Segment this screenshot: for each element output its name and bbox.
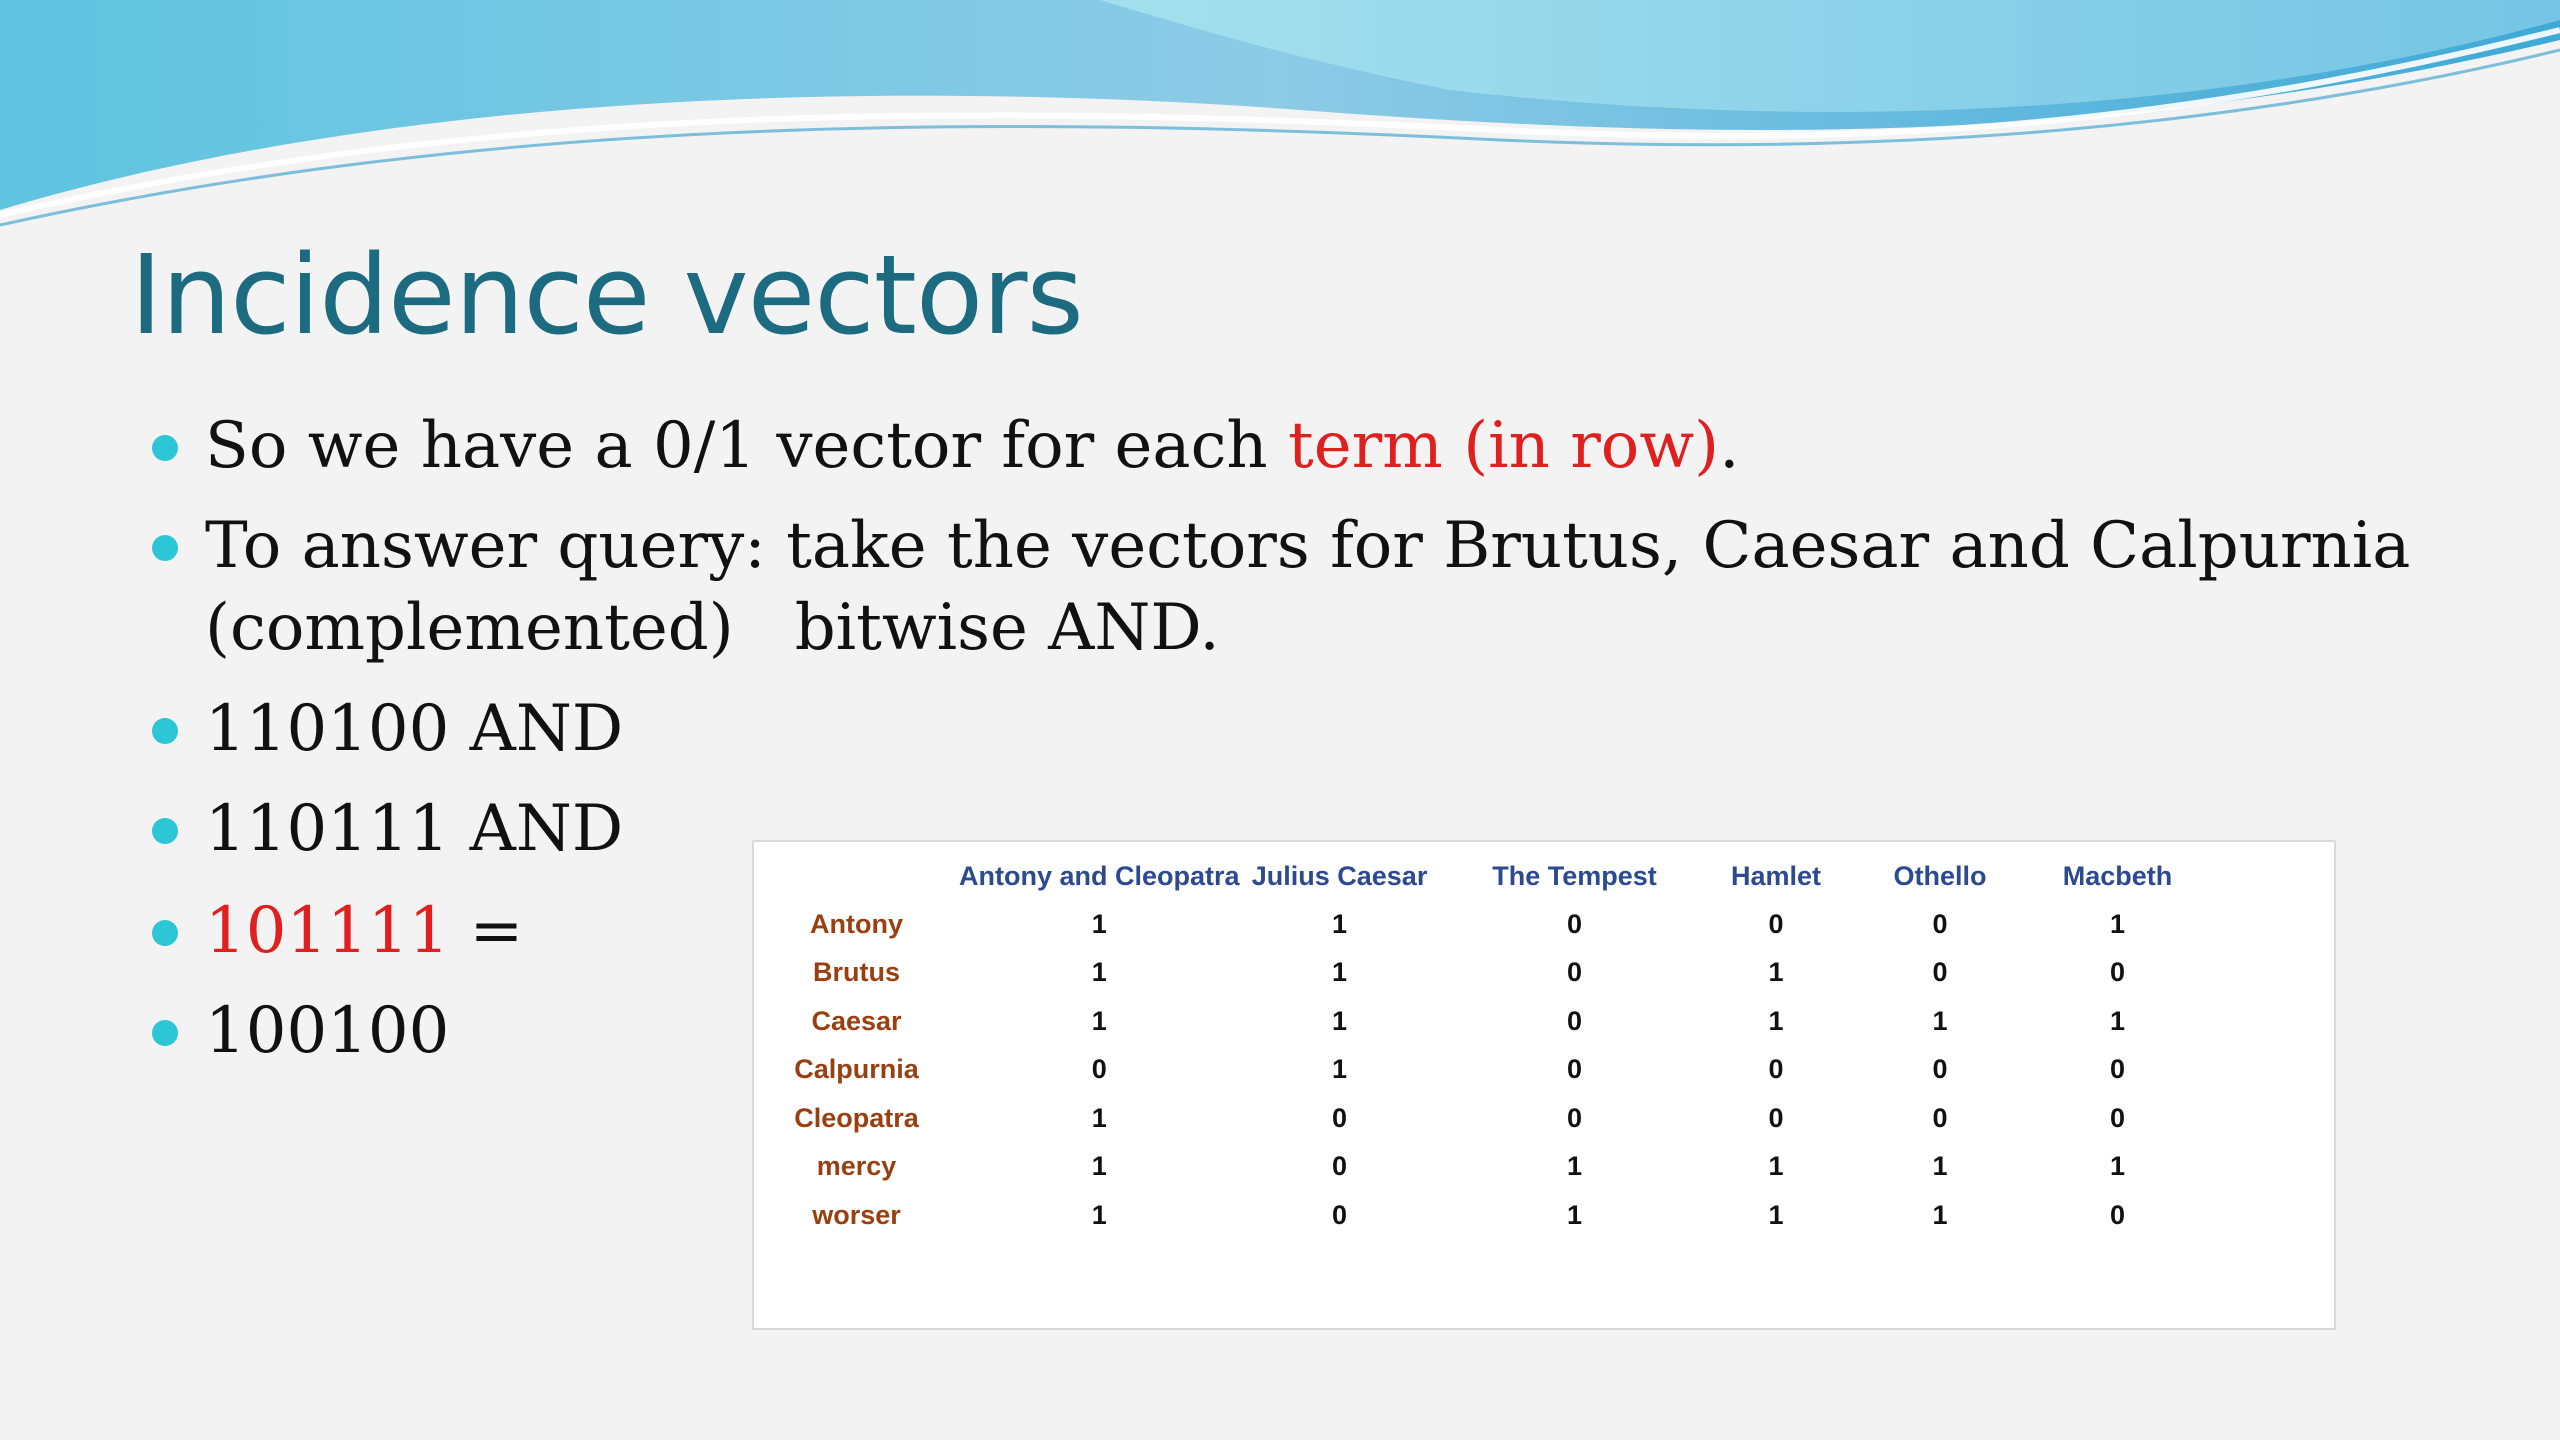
cell-value: 1 (2110, 908, 2126, 939)
corner-cell (754, 852, 959, 900)
table-header-row (754, 852, 2198, 900)
cell-value: 0 (1332, 1151, 1348, 1182)
cell-value: 0 (1768, 1102, 1784, 1133)
bullet-text: So we have a 0/1 vector for each (205, 409, 1288, 483)
column-header: Hamlet (1731, 860, 1822, 891)
bullet-text: 100100 (205, 994, 450, 1068)
cell-value: 1 (1091, 1151, 1107, 1182)
table-row (754, 1191, 2198, 1240)
column-header: Othello (1893, 860, 1987, 891)
cell-value: 0 (1932, 1102, 1948, 1133)
cell-value: 0 (1567, 957, 1583, 988)
cell-value: 0 (1768, 908, 1784, 939)
column-header: Macbeth (2062, 860, 2173, 891)
cell-value: 0 (1932, 957, 1948, 988)
table-row (754, 1094, 2198, 1143)
highlighted-text: 101111 (205, 894, 450, 968)
row-term: mercy (816, 1151, 897, 1182)
cell-value: 0 (1932, 908, 1948, 939)
cell-value: 0 (1567, 1102, 1583, 1133)
bullet-dot-icon (152, 1020, 178, 1046)
column-header: Antony and Cleopatra (959, 860, 1240, 891)
cell-value: 0 (2110, 1102, 2126, 1133)
bullet-item (150, 505, 2410, 669)
cell-value: 1 (1332, 957, 1348, 988)
cell-value: 1 (1091, 1102, 1107, 1133)
header-wave-decoration (0, 0, 2560, 240)
table-row (754, 900, 2198, 949)
cell-value: 1 (1091, 1005, 1107, 1036)
incidence-matrix-table (754, 852, 2198, 1240)
cell-value: 0 (1932, 1054, 1948, 1085)
table-row (754, 949, 2198, 998)
bullet-text-line2: (complemented) bitwise AND. (205, 591, 1220, 665)
cell-value: 1 (2110, 1005, 2126, 1036)
column-header: Julius Caesar (1251, 860, 1428, 891)
bullet-item (150, 405, 1739, 487)
bullet-text: 110100 AND (205, 692, 624, 766)
cell-value: 1 (1768, 957, 1784, 988)
cell-value: 1 (1768, 1199, 1784, 1230)
bullet-item (150, 990, 449, 1072)
cell-value: 0 (1091, 1054, 1107, 1085)
row-term: Cleopatra (794, 1102, 919, 1133)
table-row (754, 1046, 2198, 1095)
row-term: Brutus (813, 957, 900, 988)
cell-value: 0 (2110, 1199, 2126, 1230)
cell-value: 1 (1932, 1199, 1948, 1230)
cell-value: 1 (1332, 1005, 1348, 1036)
column-header: The Tempest (1492, 860, 1657, 891)
bullet-dot-icon (152, 718, 178, 744)
cell-value: 1 (1091, 957, 1107, 988)
cell-value: 1 (1091, 1199, 1107, 1230)
table-row (754, 997, 2198, 1046)
cell-value: 0 (2110, 957, 2126, 988)
cell-value: 1 (1932, 1151, 1948, 1182)
bullet-item (150, 788, 623, 870)
row-term: Antony (810, 908, 903, 939)
cell-value: 0 (1567, 1054, 1583, 1085)
cell-value: 1 (1768, 1005, 1784, 1036)
cell-value: 1 (1332, 908, 1348, 939)
bullet-dot-icon (152, 535, 178, 561)
cell-value: 0 (1332, 1199, 1348, 1230)
incidence-matrix-panel (752, 840, 2336, 1330)
cell-value: 0 (1567, 1005, 1583, 1036)
bullet-text-tail: . (1719, 409, 1740, 483)
bullet-dot-icon (152, 920, 178, 946)
cell-value: 1 (1332, 1054, 1348, 1085)
row-term: Calpurnia (794, 1054, 919, 1085)
slide-title: Incidence vectors (130, 231, 1083, 359)
row-term: Caesar (811, 1005, 902, 1036)
bullet-text: 110111 AND (205, 792, 624, 866)
bullet-item (150, 688, 623, 770)
bullet-text-line1: To answer query: take the vectors for Brutus, Caesar and Calpurnia (205, 509, 2411, 583)
cell-value: 0 (2110, 1054, 2126, 1085)
bullet-dot-icon (152, 435, 178, 461)
cell-value: 1 (1567, 1151, 1583, 1182)
bullet-text-tail: = (449, 894, 524, 968)
cell-value: 1 (2110, 1151, 2126, 1182)
bullet-dot-icon (152, 818, 178, 844)
cell-value: 1 (1768, 1151, 1784, 1182)
cell-value: 0 (1332, 1102, 1348, 1133)
cell-value: 0 (1768, 1054, 1784, 1085)
cell-value: 0 (1567, 908, 1583, 939)
bullet-item (150, 890, 523, 972)
cell-value: 1 (1932, 1005, 1948, 1036)
highlighted-text: term (in row) (1287, 409, 1720, 483)
cell-value: 1 (1091, 908, 1107, 939)
row-term: worser (812, 1199, 901, 1230)
cell-value: 1 (1567, 1199, 1583, 1230)
table-row (754, 1143, 2198, 1192)
